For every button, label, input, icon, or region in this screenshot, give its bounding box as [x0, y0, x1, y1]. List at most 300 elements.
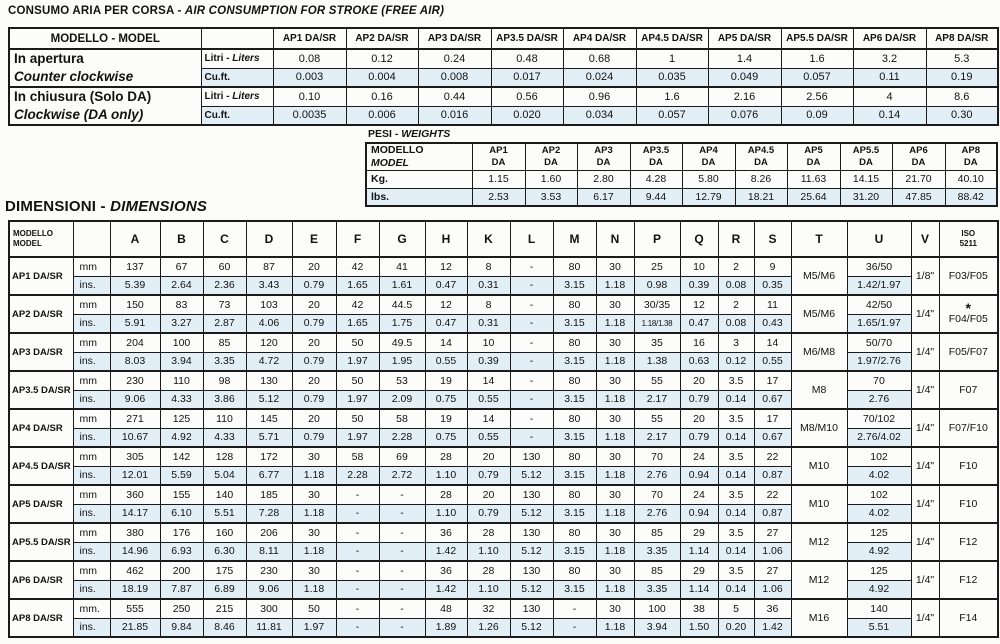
dimension-value-cell: 12.01 — [110, 466, 160, 485]
dimension-value-cell: 0.67 — [754, 390, 791, 409]
dimension-value-cell: 8 — [467, 257, 510, 276]
unit-label: mm — [73, 409, 110, 428]
unit-label: ins. — [73, 314, 110, 333]
unit-label: mm — [73, 257, 110, 276]
dimension-value-cell: 0.94 — [680, 466, 718, 485]
dimension-column-header: N — [596, 221, 634, 257]
dimension-value-cell: 103 — [246, 295, 292, 314]
dimension-value-cell: 14 — [467, 409, 510, 428]
dimension-value-cell: 271 — [110, 409, 160, 428]
dimension-value-cell: 14 — [425, 333, 467, 352]
dimension-value-cell: 3.15 — [553, 580, 596, 599]
dimension-value-cell: 100 — [160, 333, 203, 352]
dimension-value-cell: 6.30 — [203, 542, 246, 561]
dimension-value-cell: 80 — [553, 409, 596, 428]
dimension-value-cell: 55 — [634, 371, 680, 390]
iso-flange-cell: F12 — [939, 561, 998, 599]
dimension-value-cell: 130 — [510, 447, 553, 466]
dimension-value-cell: 2.28 — [336, 466, 379, 485]
dimension-value-cell: - — [379, 523, 425, 542]
dimension-value-cell: 55 — [634, 409, 680, 428]
dimension-value-cell: 80 — [553, 447, 596, 466]
dimension-value-cell: 5.12 — [510, 504, 553, 523]
dimension-value-cell: 30 — [596, 371, 634, 390]
dimension-value-cell: 36/50 — [847, 257, 911, 276]
dimension-value-cell: 130 — [510, 485, 553, 504]
dimension-value-cell: 1.18 — [292, 504, 336, 523]
dimension-value-cell: 0.39 — [467, 352, 510, 371]
dimension-value-cell: 14.96 — [110, 542, 160, 561]
dimension-value-cell: 70 — [634, 447, 680, 466]
dimension-value-cell: 140 — [203, 485, 246, 504]
weights-column-header: AP4.5 DA — [735, 143, 787, 170]
weights-column-header: AP1 DA — [472, 143, 525, 170]
dimension-value-cell: 2.87 — [203, 314, 246, 333]
dimension-value-cell: 30 — [292, 561, 336, 580]
dimension-value-cell: 24 — [680, 447, 718, 466]
dimensions-table — [8, 220, 999, 638]
dimension-value-cell: 8.11 — [246, 542, 292, 561]
dimension-value-cell: 80 — [553, 333, 596, 352]
dimension-value-cell: 67 — [160, 257, 203, 276]
dimension-value-cell: 128 — [203, 447, 246, 466]
dimension-value-cell: 20 — [292, 371, 336, 390]
weights-table — [365, 142, 998, 207]
dimension-column-header: G — [379, 221, 425, 257]
dimension-value-cell: 172 — [246, 447, 292, 466]
dimension-value-cell: 0.55 — [425, 352, 467, 371]
dimension-value-cell: 2 — [718, 295, 754, 314]
dimension-value-cell: - — [510, 390, 553, 409]
dimension-value-cell: 0.31 — [467, 314, 510, 333]
consumption-value-cell: 0.96 — [563, 87, 636, 106]
consumption-value-cell: 0.48 — [491, 49, 563, 68]
iso-flange-cell: F14 — [939, 599, 998, 637]
dimension-value-cell: 145 — [246, 409, 292, 428]
dimension-value-cell: - — [510, 352, 553, 371]
dimension-value-cell: - — [379, 618, 425, 637]
unit-label: mm — [73, 447, 110, 466]
dimension-value-cell: 50/70 — [847, 333, 911, 352]
dimension-value-cell: 10 — [467, 333, 510, 352]
dimensions-title-en: DIMENSIONS — [110, 198, 208, 215]
dimension-value-cell: 20 — [467, 447, 510, 466]
dimension-value-cell: 20 — [680, 409, 718, 428]
weights-column-header: AP5 DA — [787, 143, 840, 170]
dimension-value-cell: 8.03 — [110, 352, 160, 371]
dimension-value-cell: 42 — [336, 257, 379, 276]
weights-value-cell: 21.70 — [892, 170, 945, 188]
dimension-value-cell: 17 — [754, 409, 791, 428]
port-size-cell: 1/4" — [911, 599, 939, 637]
dimension-value-cell: 110 — [160, 371, 203, 390]
dimension-value-cell: 137 — [110, 257, 160, 276]
thread-cell: M5/M6 — [791, 295, 847, 333]
dimension-value-cell: 3.15 — [553, 314, 596, 333]
dimension-column-header: D — [246, 221, 292, 257]
thread-cell: M8 — [791, 371, 847, 409]
consumption-title — [8, 5, 444, 17]
dimension-value-cell: 0.87 — [754, 504, 791, 523]
dimension-value-cell: 30 — [292, 485, 336, 504]
dimension-value-cell: 29 — [680, 561, 718, 580]
dimension-value-cell: 0.63 — [680, 352, 718, 371]
dimension-value-cell: 2.09 — [379, 390, 425, 409]
dimension-value-cell: 3.43 — [246, 276, 292, 295]
air-consumption-table — [8, 27, 999, 126]
model-name: AP1 DA/SR — [9, 257, 73, 295]
model-name: AP5.5 DA/SR — [9, 523, 73, 561]
dimension-value-cell: 1.18 — [596, 352, 634, 371]
dimension-value-cell: 28 — [425, 485, 467, 504]
dimension-value-cell: 1.95 — [379, 352, 425, 371]
dimension-value-cell: 0.79 — [292, 428, 336, 447]
dimension-value-cell: - — [336, 599, 379, 618]
dimension-value-cell: 6.10 — [160, 504, 203, 523]
weights-block — [365, 128, 998, 207]
dimension-value-cell: 30 — [292, 447, 336, 466]
dimension-value-cell: - — [553, 618, 596, 637]
weights-title — [368, 128, 998, 140]
dimension-value-cell: 1.18 — [596, 314, 634, 333]
dimension-value-cell: 140 — [847, 599, 911, 618]
weights-value-cell: 3.53 — [525, 188, 577, 206]
thread-cell: M10 — [791, 485, 847, 523]
dimension-value-cell: 1.18 — [596, 504, 634, 523]
dimension-value-cell: 175 — [203, 561, 246, 580]
consumption-value-cell: 8.6 — [926, 87, 998, 106]
dimension-value-cell: 5.59 — [160, 466, 203, 485]
dimension-value-cell: 1.65/1.97 — [847, 314, 911, 333]
dimension-value-cell: 50 — [336, 333, 379, 352]
unit-label: mm. — [73, 599, 110, 618]
dimension-value-cell: 215 — [203, 599, 246, 618]
unit-label: ins. — [73, 352, 110, 371]
dimension-value-cell: 42/50 — [847, 295, 911, 314]
consumption-value-cell: 0.24 — [418, 49, 491, 68]
dimension-value-cell: 462 — [110, 561, 160, 580]
dimension-value-cell: 0.08 — [718, 276, 754, 295]
dimension-value-cell: 3.94 — [634, 618, 680, 637]
dimension-value-cell: 1.18 — [596, 428, 634, 447]
dimension-value-cell: 49.5 — [379, 333, 425, 352]
dimension-value-cell: 1.10 — [467, 542, 510, 561]
model-name: AP8 DA/SR — [9, 599, 73, 637]
dimension-value-cell: 3.35 — [634, 580, 680, 599]
dimension-value-cell: 69 — [379, 447, 425, 466]
dimension-column-header: E — [292, 221, 336, 257]
dimension-value-cell: 70 — [847, 371, 911, 390]
thread-cell: M6/M8 — [791, 333, 847, 371]
dimension-value-cell: 58 — [336, 447, 379, 466]
unit-label: mm — [73, 485, 110, 504]
iso-column-header: ISO 5211 — [939, 221, 998, 257]
consumption-value-cell: 0.0035 — [273, 106, 346, 125]
dimension-value-cell: 1.18 — [292, 580, 336, 599]
dimension-value-cell: - — [379, 504, 425, 523]
dimension-value-cell: 4.92 — [160, 428, 203, 447]
dimension-value-cell: 3.94 — [160, 352, 203, 371]
dimension-value-cell: 20 — [292, 295, 336, 314]
dimension-value-cell: 1.10 — [467, 580, 510, 599]
unit-label: ins. — [73, 276, 110, 295]
consumption-column-header: AP1 DA/SR — [273, 28, 346, 49]
dimension-value-cell: 28 — [467, 523, 510, 542]
dimension-value-cell: 204 — [110, 333, 160, 352]
dimension-value-cell: 125 — [847, 561, 911, 580]
port-size-cell: 1/4" — [911, 371, 939, 409]
dimension-value-cell: 5.51 — [847, 618, 911, 637]
dimension-value-cell: 200 — [160, 561, 203, 580]
dimension-value-cell: 1.18 — [292, 542, 336, 561]
dimension-value-cell: 28 — [467, 561, 510, 580]
unit-label: mm — [73, 523, 110, 542]
dimension-value-cell: 30 — [596, 561, 634, 580]
unit-label: ins. — [73, 504, 110, 523]
dimension-column-header: Q — [680, 221, 718, 257]
dimension-value-cell: 1.97 — [292, 618, 336, 637]
dimension-value-cell: - — [336, 618, 379, 637]
dimension-value-cell: 19 — [425, 371, 467, 390]
dimension-value-cell: 3.5 — [718, 485, 754, 504]
dimension-value-cell: 0.47 — [680, 314, 718, 333]
dimension-value-cell: 102 — [847, 485, 911, 504]
consumption-value-cell: 0.10 — [273, 87, 346, 106]
dimension-column-header: S — [754, 221, 791, 257]
weights-value-cell: 6.17 — [577, 188, 630, 206]
dimension-value-cell: 230 — [110, 371, 160, 390]
dimension-value-cell: 50 — [292, 599, 336, 618]
dimension-value-cell: 0.47 — [425, 276, 467, 295]
iso-flange-cell: F12 — [939, 523, 998, 561]
dimension-value-cell: 3.15 — [553, 276, 596, 295]
dimension-value-cell: 0.98 — [634, 276, 680, 295]
dimension-value-cell: 3.5 — [718, 447, 754, 466]
dimension-value-cell: 1.65 — [336, 276, 379, 295]
dimension-value-cell: 30/35 — [634, 295, 680, 314]
unit-label: mm — [73, 295, 110, 314]
dimension-value-cell: 35 — [634, 333, 680, 352]
dimension-value-cell: 11.81 — [246, 618, 292, 637]
dimension-value-cell: 142 — [160, 447, 203, 466]
dimension-value-cell: 24 — [680, 485, 718, 504]
dimension-value-cell: 30 — [292, 523, 336, 542]
dimension-value-cell: 70 — [634, 485, 680, 504]
dimension-value-cell: 30 — [596, 485, 634, 504]
weights-value-cell: 1.15 — [472, 170, 525, 188]
dimensions-header-model: MODELLO MODEL — [9, 221, 73, 257]
dimension-value-cell: 0.67 — [754, 428, 791, 447]
dimension-value-cell: 0.79 — [467, 466, 510, 485]
dimension-value-cell: 6.89 — [203, 580, 246, 599]
dimension-value-cell: 42 — [336, 295, 379, 314]
dimension-value-cell: 110 — [203, 409, 246, 428]
dimension-value-cell: 4.33 — [160, 390, 203, 409]
dimension-value-cell: 2.36 — [203, 276, 246, 295]
dimension-column-header: V — [911, 221, 939, 257]
consumption-value-cell: 0.004 — [346, 68, 418, 87]
dimension-value-cell: 0.12 — [718, 352, 754, 371]
dimension-column-header: L — [510, 221, 553, 257]
dimension-value-cell: 10 — [680, 257, 718, 276]
consumption-value-cell: 0.08 — [273, 49, 346, 68]
dimension-value-cell: 3.5 — [718, 409, 754, 428]
consumption-title-it: CONSUMO ARIA PER CORSA - — [8, 5, 185, 17]
dimension-value-cell: 20 — [292, 257, 336, 276]
dimension-value-cell: 27 — [754, 561, 791, 580]
dimension-value-cell: 0.14 — [718, 580, 754, 599]
dimension-value-cell: 2.76 — [847, 390, 911, 409]
dimension-value-cell: - — [336, 523, 379, 542]
dimension-value-cell: 0.14 — [718, 428, 754, 447]
dimension-value-cell: 1.18 — [596, 466, 634, 485]
dimension-value-cell: - — [510, 333, 553, 352]
unit-label: ins. — [73, 390, 110, 409]
consumption-column-header: AP5.5 DA/SR — [781, 28, 853, 49]
dimension-value-cell: - — [510, 276, 553, 295]
dimension-value-cell: 1.18 — [596, 580, 634, 599]
dimension-value-cell: 1.89 — [425, 618, 467, 637]
dimension-value-cell: 150 — [110, 295, 160, 314]
dimension-value-cell: 80 — [553, 523, 596, 542]
dimension-column-header: U — [847, 221, 911, 257]
dimension-value-cell: 12 — [425, 295, 467, 314]
dimension-value-cell: - — [510, 409, 553, 428]
iso-flange-cell: F07 — [939, 371, 998, 409]
dimension-value-cell: 20 — [680, 371, 718, 390]
dimension-value-cell: 21.85 — [110, 618, 160, 637]
consumption-value-cell: 0.035 — [636, 68, 708, 87]
model-name: AP2 DA/SR — [9, 295, 73, 333]
dimension-value-cell: 4.06 — [246, 314, 292, 333]
dimension-value-cell: 125 — [160, 409, 203, 428]
dimension-column-header: M — [553, 221, 596, 257]
dimension-value-cell: 1.26 — [467, 618, 510, 637]
consumption-value-cell: 0.09 — [781, 106, 853, 125]
dimension-value-cell: 120 — [246, 333, 292, 352]
dimension-value-cell: 20 — [292, 333, 336, 352]
dimension-value-cell: 9.84 — [160, 618, 203, 637]
unit-label: ins. — [73, 466, 110, 485]
port-size-cell: 1/4" — [911, 447, 939, 485]
consumption-value-cell: 3.2 — [853, 49, 926, 68]
unit-label: Litri - Liters — [201, 49, 273, 68]
weights-value-cell: 31.20 — [840, 188, 892, 206]
dimension-value-cell: 300 — [246, 599, 292, 618]
dimension-value-cell: 85 — [203, 333, 246, 352]
dimension-value-cell: 3.86 — [203, 390, 246, 409]
dimension-value-cell: 0.79 — [680, 428, 718, 447]
dimension-value-cell: 0.94 — [680, 504, 718, 523]
dimension-value-cell: 1.97 — [336, 390, 379, 409]
consumption-column-header: AP3 DA/SR — [418, 28, 491, 49]
dimension-value-cell: 3.35 — [634, 542, 680, 561]
dimension-value-cell: 2.64 — [160, 276, 203, 295]
dimension-value-cell: 30 — [596, 523, 634, 542]
dimension-value-cell: - — [336, 542, 379, 561]
dimension-value-cell: 0.79 — [292, 352, 336, 371]
consumption-row-label: In chiusura (Solo DA) Clockwise (DA only) — [9, 87, 201, 125]
dimension-value-cell: 0.47 — [425, 314, 467, 333]
port-size-cell: 1/4" — [911, 523, 939, 561]
dimension-value-cell: 3.15 — [553, 390, 596, 409]
dimension-value-cell: 206 — [246, 523, 292, 542]
dimension-value-cell: 1.42/1.97 — [847, 276, 911, 295]
dimension-value-cell: 2.17 — [634, 390, 680, 409]
weights-value-cell: 14.15 — [840, 170, 892, 188]
thread-cell: M12 — [791, 523, 847, 561]
consumption-column-header: AP6 DA/SR — [853, 28, 926, 49]
dimension-value-cell: 38 — [680, 599, 718, 618]
dimension-value-cell: 9.06 — [110, 390, 160, 409]
dimension-value-cell: 3.5 — [718, 561, 754, 580]
dimension-value-cell: 73 — [203, 295, 246, 314]
dimension-value-cell: 5.39 — [110, 276, 160, 295]
dimension-value-cell: 3.15 — [553, 428, 596, 447]
dimension-value-cell: 2.28 — [379, 428, 425, 447]
weights-value-cell: 8.26 — [735, 170, 787, 188]
consumption-header-model: MODELLO - MODEL — [9, 28, 201, 49]
port-size-cell: 1/4" — [911, 561, 939, 599]
dimension-value-cell: 5.12 — [246, 390, 292, 409]
weights-value-cell: 1.60 — [525, 170, 577, 188]
weights-column-header: AP2 DA — [525, 143, 577, 170]
consumption-value-cell: 0.16 — [346, 87, 418, 106]
dimension-value-cell: 1.97/2.76 — [847, 352, 911, 371]
consumption-header-spacer — [201, 28, 273, 49]
dimension-value-cell: 7.87 — [160, 580, 203, 599]
dimension-value-cell: 250 — [160, 599, 203, 618]
consumption-value-cell: 0.024 — [563, 68, 636, 87]
dimensions-title — [5, 198, 207, 215]
dimension-value-cell: 30 — [596, 295, 634, 314]
dimension-value-cell: 0.14 — [718, 466, 754, 485]
consumption-value-cell: 0.11 — [853, 68, 926, 87]
dimension-value-cell: 9 — [754, 257, 791, 276]
weights-value-cell: 9.44 — [630, 188, 682, 206]
dimension-value-cell: 2.17 — [634, 428, 680, 447]
iso-flange-cell: F10 — [939, 447, 998, 485]
consumption-column-header: AP5 DA/SR — [708, 28, 781, 49]
dimension-value-cell: 19 — [425, 409, 467, 428]
dimension-value-cell: 5.91 — [110, 314, 160, 333]
dimension-column-header: P — [634, 221, 680, 257]
dimension-value-cell: 14 — [467, 371, 510, 390]
consumption-value-cell: 0.68 — [563, 49, 636, 68]
dimension-value-cell: 30 — [596, 257, 634, 276]
dimension-value-cell: 87 — [246, 257, 292, 276]
dimension-column-header: B — [160, 221, 203, 257]
dimension-value-cell: 1.65 — [336, 314, 379, 333]
consumption-title-en: AIR CONSUMPTION FOR STROKE (FREE AIR) — [184, 5, 445, 17]
dimension-value-cell: 1.18 — [596, 618, 634, 637]
dimension-value-cell: 1.18 — [596, 542, 634, 561]
dimension-value-cell: 2 — [718, 257, 754, 276]
dimension-value-cell: 1.75 — [379, 314, 425, 333]
dimension-value-cell: 102 — [847, 447, 911, 466]
weights-value-cell: 88.42 — [945, 188, 997, 206]
consumption-value-cell: 0.30 — [926, 106, 998, 125]
dimension-value-cell: 0.31 — [467, 276, 510, 295]
dimension-value-cell: 4.02 — [847, 466, 911, 485]
unit-label: ins. — [73, 580, 110, 599]
dimension-value-cell: 50 — [336, 371, 379, 390]
dimension-value-cell: 80 — [553, 257, 596, 276]
dimension-value-cell: 155 — [160, 485, 203, 504]
dimension-value-cell: - — [336, 504, 379, 523]
model-name: AP4.5 DA/SR — [9, 447, 73, 485]
weights-value-cell: 18.21 — [735, 188, 787, 206]
